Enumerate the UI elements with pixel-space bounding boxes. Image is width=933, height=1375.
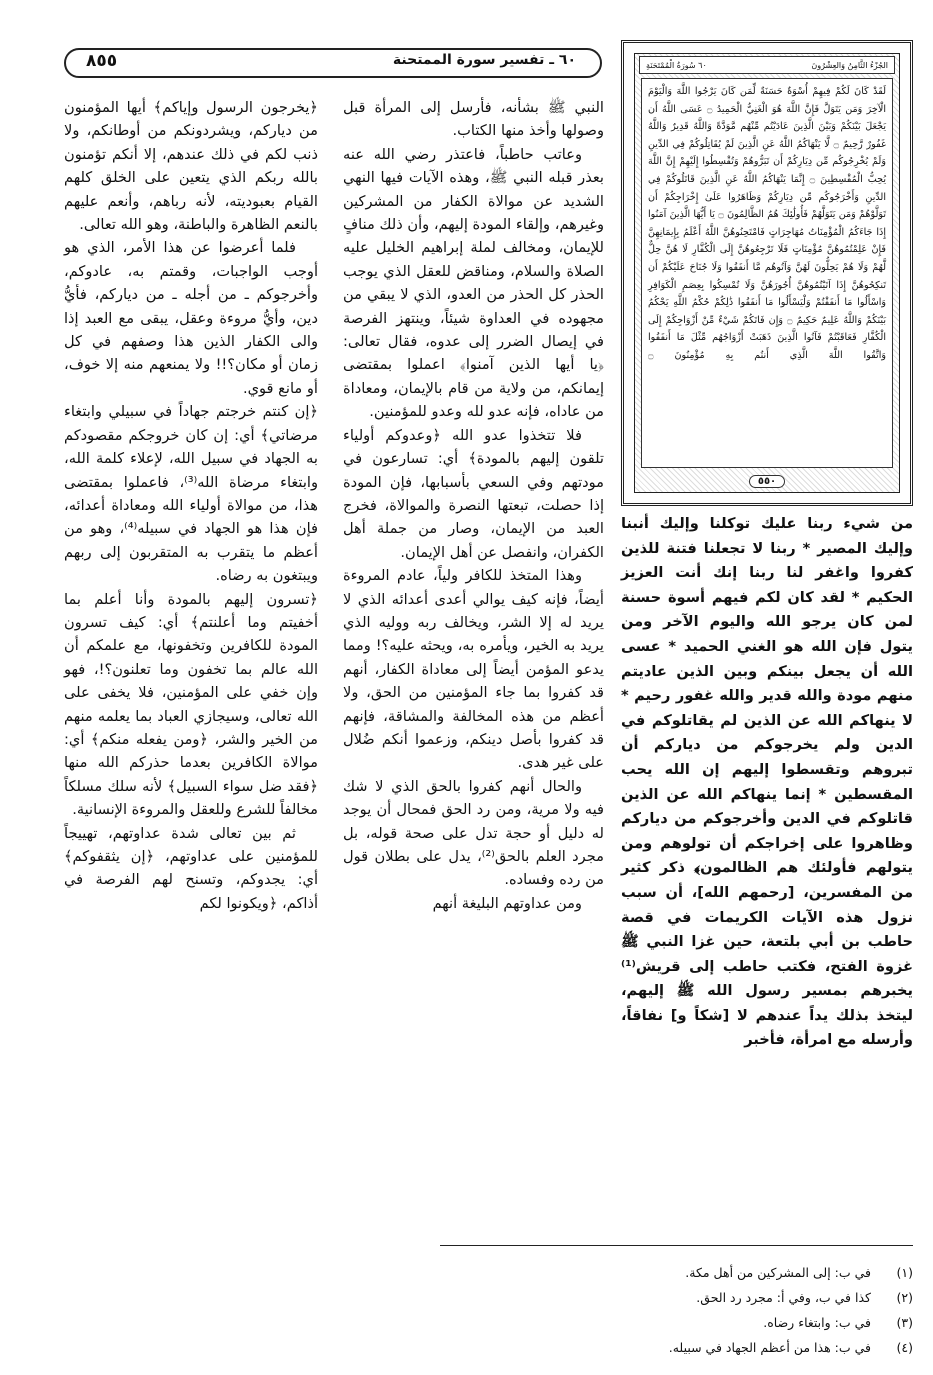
paragraph: ثم بين تعالى شدة عداوتهم، تهييجاً للمؤمنين على عداوتهم، ﴿إن يثقفوكم﴾ أي: يجدوكم، وتسنح لهم الفرصة في أذاكم، ﴿ويكونوا لكم xyxy=(64,824,318,912)
footnote-number: (٢) xyxy=(896,1290,913,1305)
paragraph: وعاتب حاطباً، فاعتذر رضي الله عنه بعذر قبله النبي ﷺ، وهذه الآيات فيها النهي الشديد عن موالاة الكفار من المشركين وغيرهم، وإلقاء المودة إليهم، وأن ذلك منافٍ للإيمان، ومخالف لملة إبراهيم الخليل عليه الصلاة والسلام، ومناقض للعقل الذي يوجب الحذر كل الحذر من العدو، الذي لا يبقي من مجهوده في العداوة شيئاً، وينتهز الفرصة في إيصال الضرر إلى عدوه، فقال تعالى: ﴿يا أيها الذين آمنوا﴾ اعملوا بمقتضى إيمانكم، من ولاية من قام بالإيمان، ومعاداة من عاداه، فإنه عدو لله وعدو للمؤمنين. xyxy=(343,145,604,421)
paragraph: فلا تتخذوا عدو الله ﴿وعدوكم أولياء تلقون إليهم بالمودة﴾ أي: تسارعون في مودتهم وفي السعي بأسبابها، فإن المودة إذا حصلت، تبعتها النصرة والموالاة، فخرج العبد من الإيمان، وصار من جملة أهل الكفران، وانفصل عن أهل الإيمان. xyxy=(343,426,604,561)
quran-text-panel xyxy=(621,40,913,506)
footnote xyxy=(460,1315,913,1330)
footnote xyxy=(460,1290,913,1305)
mushaf-surah-label: ٦٠ سُورَةُ الْمُمْتَحَنَةِ xyxy=(646,60,707,70)
paragraph: فلما أعرضوا عن هذا الأمر، الذي هو أوجب الواجبات، وقمتم به، عادوكم، وأخرجوكم ـ من أجله ـ من دياركم، فأيُّ دين، وأيُّ مروءة وعقل، يبقى مع العبد إذا والى الكفار الذين هذا وصفهم في كل زمان أو مكان؟!! ولا يمنعهم منه إلا خوف، أو مانع قوي. xyxy=(64,239,318,397)
footnote-divider xyxy=(440,1245,913,1246)
mushaf-header xyxy=(639,56,895,74)
footnote-text: في ب: إلى المشركين من أهل مكة. xyxy=(685,1265,871,1280)
footnote-number: (٤) xyxy=(896,1340,913,1355)
page-header xyxy=(64,40,602,86)
running-title: ٦٠ ـ تفسير سورة الممتحنة xyxy=(392,52,576,68)
mushaf-verses: لَقَدْ كَانَ لَكُمْ فِيهِمْ أُسْوَةٌ حَسَنَةٌ لِّمَن كَانَ يَرْجُوا اللَّهَ وَالْيَوْمَ الْآخِرَ وَمَن يَتَوَلَّ فَإِنَّ اللَّهَ هُوَ الْغَنِيُّ الْحَمِيدُ ۝ عَسَى اللَّهُ أَن يَجْعَلَ بَيْنَكُمْ وَبَيْنَ الَّذِينَ عَادَيْتُم مِّنْهُم مَّوَدَّةً وَاللَّهُ قَدِيرٌ وَاللَّهُ غَفُورٌ رَّحِيمٌ ۝ لَّا يَنْهَاكُمُ اللَّهُ عَنِ الَّذِينَ لَمْ يُقَاتِلُوكُمْ فِي الدِّينِ وَلَمْ يُخْرِجُوكُم مِّن دِيَارِكُمْ أَن تَبَرُّوهُمْ وَتُقْسِطُوا إِلَيْهِمْ إِنَّ اللَّهَ يُحِبُّ الْمُقْسِطِينَ ۝ إِنَّمَا يَنْهَاكُمُ اللَّهُ عَنِ الَّذِينَ قَاتَلُوكُمْ فِي الدِّينِ وَأَخْرَجُوكُم مِّن دِيَارِكُمْ وَظَاهَرُوا عَلَىٰ إِخْرَاجِكُمْ أَن تَوَلَّوْهُمْ وَمَن يَتَوَلَّهُمْ فَأُولَٰئِكَ هُمُ الظَّالِمُونَ ۝ يَا أَيُّهَا الَّذِينَ آمَنُوا إِذَا جَاءَكُمُ الْمُؤْمِنَاتُ مُهَاجِرَاتٍ فَامْتَحِنُوهُنَّ اللَّهُ أَعْلَمُ بِإِيمَانِهِنَّ فَإِنْ عَلِمْتُمُوهُنَّ مُؤْمِنَاتٍ فَلَا تَرْجِعُوهُنَّ إِلَى الْكُفَّارِ لَا هُنَّ حِلٌّ لَّهُمْ وَلَا هُمْ يَحِلُّونَ لَهُنَّ وَآتُوهُم مَّا أَنفَقُوا وَلَا جُنَاحَ عَلَيْكُمْ أَن تَنكِحُوهُنَّ إِذَا آتَيْتُمُوهُنَّ أُجُورَهُنَّ وَلَا تُمْسِكُوا بِعِصَمِ الْكَوَافِرِ وَاسْأَلُوا مَا أَنفَقْتُمْ وَلْيَسْأَلُوا مَا أَنفَقُوا ذَٰلِكُمْ حُكْمُ اللَّهِ يَحْكُمُ بَيْنَكُمْ وَاللَّهُ عَلِيمٌ حَكِيمٌ ۝ وَإِن فَاتَكُمْ شَيْءٌ مِّنْ أَزْوَاجِكُمْ إِلَى الْكُفَّارِ فَعَاقَبْتُمْ فَآتُوا الَّذِينَ ذَهَبَتْ أَزْوَاجُهُم مِّثْلَ مَا أَنفَقُوا وَاتَّقُوا اللَّهَ الَّذِي أَنتُم بِهِ مُؤْمِنُونَ ۝ xyxy=(641,78,893,468)
paragraph: النبي ﷺ بشأنه، فأرسل إلى المرأة قبل وصولها وأخذ منها الكتاب. xyxy=(343,99,604,140)
paragraph: ﴿تسرون إليهم بالمودة وأنا أعلم بما أخفيتم وما أعلنتم﴾ أي: كيف تسرون المودة للكافرين وتخفونها، مع علمكم أن الله عالم بما تخفون وما تعلنون؟!، فهو وإن خفي على المؤمنين، فلا يخفى على الله تعالى، وسيجازي العباد بما يعلمه منهم من الخير والشر، ﴿ومن يفعله منكم﴾ أي: موالاة الكافرين بعدما حذركم الله منها ﴿فقد ضل سواء السبيل﴾ لأنه سلك مسلكاً مخالفاً للشرع وللعقل والمروءة الإنسانية. xyxy=(64,590,318,819)
paragraph: والحال أنهم كفروا بالحق الذي لا شك فيه ولا مرية، ومن رد الحق فمحال أن يوجد له دليل أو حجة تدل على صحة قوله، بل مجرد العلم بالحق⁽²⁾، يدل على بطلان قول من رده وفساده. xyxy=(343,777,604,889)
footnote xyxy=(460,1340,913,1355)
right-column xyxy=(621,512,913,1053)
page-number: ٨٥٥ xyxy=(86,51,118,71)
left-column xyxy=(64,96,318,915)
mushaf-footer xyxy=(635,472,899,490)
mushaf-juz-label: الجُزْءُ الثَّامِنُ وَالعِشْرُونَ xyxy=(811,60,888,70)
paragraph: وهذا المتخذ للكافر ولياً، عادم المروءة أيضاً، فإنه كيف يوالي أعدى أعدائه الذي لا يريد له إلا الشر، ويخالف ربه ووليه الذي يريد به الخير، ويأمره به، ويحثه عليه؟! ومما يدعو المؤمن أيضاً إلى معاداة الكفار، أنهم قد كفروا بما جاء المؤمنين من الحق، ولا أعظم من هذه المخالفة والمشاقة، فإنهم قد كفروا بأصل دينكم، وزعموا أنكم ضُلال على غير هدى. xyxy=(343,567,604,772)
middle-column xyxy=(343,96,604,915)
paragraph: ومن عداوتهم البليغة أنهم xyxy=(432,894,582,912)
verse-text: من شيء ربنا عليك توكلنا وإليك أنبنا وإليك المصير * ربنا لا تجعلنا فتنة للذين كفروا واغفر لنا ربنا إنك أنت العزيز الحكيم * لقد كان لكم فيهم أسوة حسنة لمن كان يرجو الله واليوم الآخر ومن يتول فإن الله هو الغني الحميد * عسى الله أن يجعل بينكم وبين الذين عاديتم منهم مودة والله قدير والله غفور رحيم * لا ينهاكم الله عن الذين لم يقاتلوكم في الدين ولم يخرجوكم من دياركم أن تبروهم وتقسطوا إليهم إن الله يحب المقسطين * إنما ينهاكم الله عن الذين قاتلوكم في الدين وأخرجوكم من دياركم وظاهروا على إخراجكم أن تولوهم ومن يتولهم فأولئك هم الظالمون﴾ ذكر كثير من المفسرين، [رحمهم الله]، أن سبب نزول هذه الآيات الكريمات في قصة حاطب بن أبي بلتعة، حين غزا النبي ﷺ غزوة الفتح، فكتب حاطب إلى قريش⁽¹⁾ يخبرهم بمسير رسول الله ﷺ إليهم، ليتخذ بذلك يداً عندهم لا [شكاً و] نفاقاً، وأرسله مع امرأة، فأخبر xyxy=(621,515,913,1049)
mushaf-page-number: ٥٥٠ xyxy=(749,475,785,488)
footnote-text: في ب: هذا من أعظم الجهاد في سبيله. xyxy=(668,1340,871,1355)
footnote xyxy=(460,1265,913,1280)
paragraph: ﴿يخرجون الرسول وإياكم﴾ أيها المؤمنون من دياركم، ويشردونكم من أوطانكم، ولا ذنب لكم في ذلك عندهم، إلا أنكم تؤمنون بالله ربكم الذي يتعين على الخلق كلهم القيام بعبوديته، لأنه رباهم، وأنعم عليهم بالنعم الظاهرة والباطنة، وهو الله تعالى. xyxy=(64,99,318,234)
paragraph: ﴿إن كنتم خرجتم جهاداً في سبيلي وابتغاء مرضاتي﴾ أي: إن كان خروجكم مقصودكم به الجهاد في سبيل الله، لإعلاء كلمة الله، وابتغاء مرضاة الله⁽³⁾، فاعملوا بمقتضى هذا، من موالاة أولياء الله ومعاداة أعدائه، فإن هذا هو الجهاد في سبيله⁽⁴⁾، وهو من أعظم ما يتقرب به المتقربون إلى ربهم ويبتغون به رضاه. xyxy=(64,403,319,585)
footnote-number: (١) xyxy=(896,1265,913,1280)
footnote-number: (٣) xyxy=(896,1315,913,1330)
footnote-text: في ب: وابتغاء رضاه. xyxy=(763,1315,871,1330)
ornamental-border xyxy=(634,53,900,493)
footnote-text: كذا في ب، وفي أ: مجرد رد الحق. xyxy=(696,1290,871,1305)
